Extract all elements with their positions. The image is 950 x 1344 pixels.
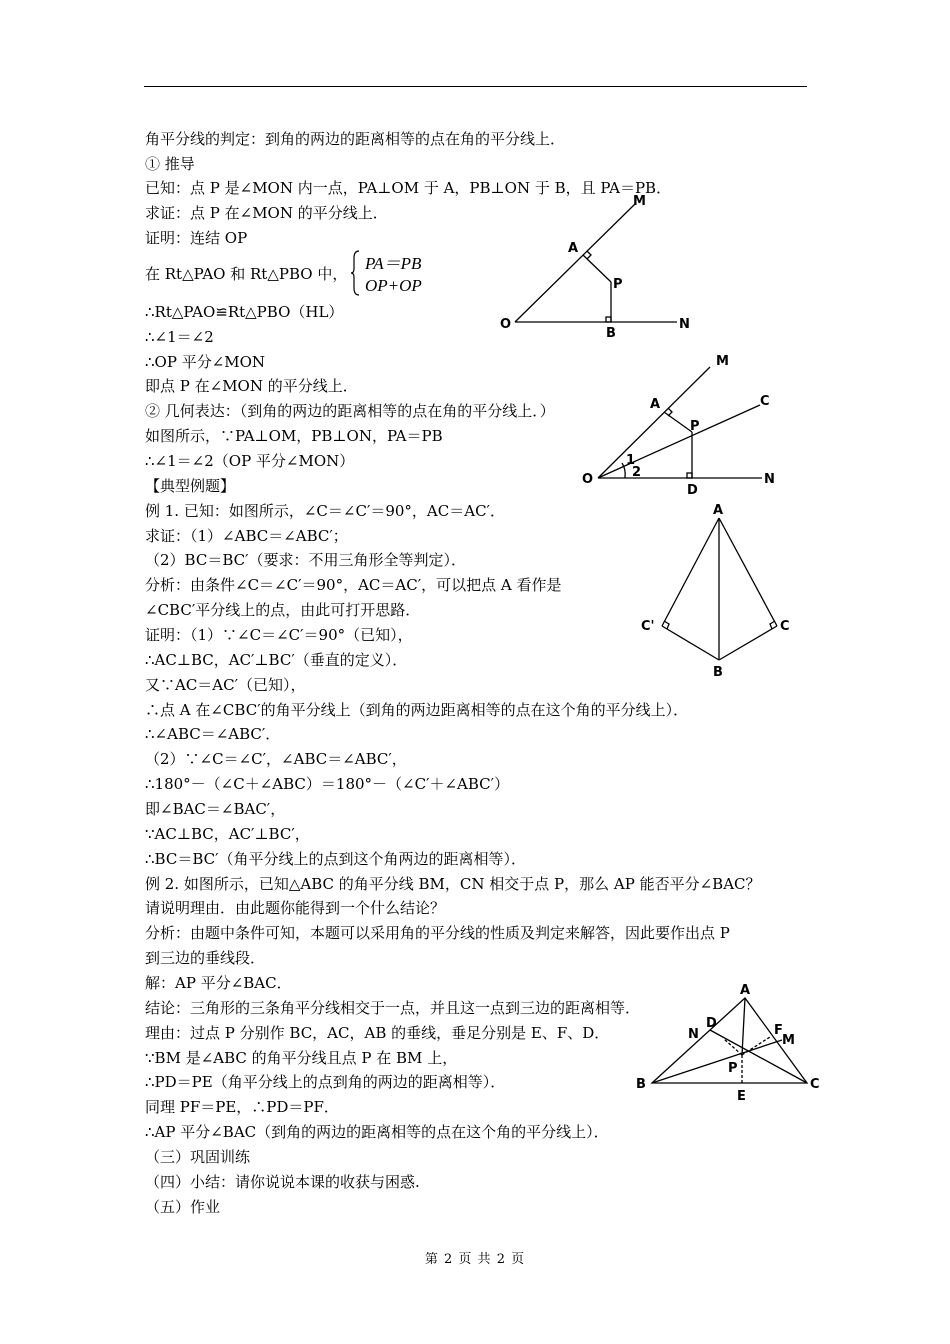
text-line: （五）作业 (145, 1198, 221, 1216)
text-line: 即∠BAC＝∠BAC′， (145, 800, 286, 818)
text-line: ∴AP 平分∠BAC（到角的两边的距离相等的点在这个角的平分线上）． (145, 1123, 609, 1141)
brace-icon (350, 250, 360, 296)
label-angle-2: 2 (632, 465, 642, 480)
label-a: A (740, 983, 751, 998)
perpendicular-pd (724, 1039, 742, 1055)
label-n: N (688, 1027, 699, 1042)
segment-c-prime-b (662, 626, 719, 660)
right-angle-mark (687, 473, 692, 478)
text-line: ∵BM 是∠ABC 的角平分线且点 P 在 BM 上， (145, 1049, 458, 1067)
label-e: E (737, 1089, 746, 1104)
text-line: 求证：点 P 在∠MON 的平分线上． (145, 204, 388, 222)
text-line: ∴180°－（∠C＋∠ABC）＝180°－（∠C′＋∠ABC′） (145, 775, 510, 793)
label-o: O (500, 317, 512, 332)
label-m: M (633, 194, 646, 209)
right-angle-mark (606, 317, 611, 322)
text-line: 同理 PF＝PE，∴PD＝PF． (145, 1098, 339, 1116)
text-line: ∴∠ABC＝∠ABC′． (145, 725, 281, 743)
text-line: 请说明理由．由此题你能得到一个什么结论？ (145, 899, 446, 917)
text-line: 解：AP 平分∠BAC． (145, 974, 292, 992)
text-line: 例 1. 已知：如图所示，∠C＝∠C′＝90°，AC＝AC′． (145, 502, 505, 520)
text-line: 分析：由题中条件可知，本题可以采用角的平分线的性质及判定来解答，因此要作出点 P (145, 924, 730, 942)
text-line: 例 2. 如图所示，已知△ABC 的角平分线 BM，CN 相交于点 P，那么 AP 能否平分∠BAC？ (145, 875, 761, 893)
text-line: 在 Rt△PAO 和 Rt△PBO 中， (145, 265, 348, 283)
text-line: （2）BC＝BC′（要求：不用三角形全等判定）． (145, 551, 467, 569)
text-line: 求证：（1）∠ABC＝∠ABC′； (145, 527, 348, 545)
text-line: 角平分线的判定：到角的两边的距离相等的点在角的平分线上． (145, 130, 566, 148)
label-n: N (764, 472, 775, 487)
text-line: 【典型例题】 (145, 477, 236, 495)
label-c-prime: C' (641, 619, 655, 634)
label-b: B (636, 1077, 646, 1092)
figure-angle-bisector (580, 345, 780, 495)
text-line: ∴∠1＝∠2（OP 平分∠MON） (145, 452, 355, 470)
segment-cb (719, 626, 777, 660)
label-a: A (568, 241, 579, 256)
label-angle-1: 1 (626, 453, 636, 468)
text-line: 证明：（1）∵∠C＝∠C′＝90°（已知）， (145, 626, 413, 644)
label-b: B (606, 326, 616, 340)
label-a: A (650, 397, 661, 412)
label-o: O (582, 472, 594, 487)
ray-oc (598, 405, 760, 478)
segment-ap (742, 998, 745, 1055)
text-line: 又∵AC＝AC′（已知）， (145, 676, 306, 694)
label-m: M (716, 354, 729, 369)
text-line: ∠CBC′平分线上的点，由此可打开思路． (145, 601, 421, 619)
text-line: 到三边的垂线段． (145, 949, 266, 967)
text-line: ∴AC⊥BC，AC′⊥BC′（垂直的定义）． (145, 651, 408, 669)
label-n: N (679, 317, 690, 332)
equation-line: OP+OP (365, 276, 422, 295)
label-p: P (728, 1061, 738, 1076)
text-line: ∴OP 平分∠MON (145, 353, 266, 371)
label-d: D (706, 1016, 717, 1031)
text-line: ∵AC⊥BC，AC′⊥BC′， (145, 825, 310, 843)
text-line: 证明：连结 OP (145, 229, 248, 247)
text-line: 已知：点 P 是∠MON 内一点，PA⊥OM 于 A，PB⊥ON 于 B，且 PA＝PB． (145, 179, 672, 197)
text-line: 分析：由条件∠C＝∠C′＝90°，AC＝AC′，可以把点 A 看作是 (145, 576, 562, 594)
text-line: ∴BC＝BC′（角平分线上的点到这个角两边的距离相等）． (145, 850, 527, 868)
label-c: C (760, 394, 770, 409)
label-p: P (613, 277, 623, 292)
text-line: 即点 P 在∠MON 的平分线上． (145, 377, 358, 395)
text-line: ∴∠1＝∠2 (145, 328, 214, 346)
figure-triangle-bisectors (630, 980, 830, 1105)
page-footer: 第 2 页 共 2 页 (424, 1252, 526, 1267)
segment-ac (719, 518, 777, 626)
label-m: M (782, 1033, 795, 1048)
text-line: ∴PD＝PE（角平分线上的点到角的两边的距离相等）． (145, 1073, 506, 1091)
text-line: ② 几何表达：（到角的两边的距离相等的点在角的平分线上．） (145, 402, 555, 420)
text-line: 如图所示，∵PA⊥OM，PB⊥ON，PA＝PB (145, 427, 443, 445)
label-b: B (713, 665, 723, 680)
right-angle-mark (668, 408, 672, 416)
right-angle-mark (587, 251, 591, 259)
label-c: C (780, 619, 790, 634)
text-line: 理由：过点 P 分别作 BC，AC，AB 的垂线，垂足分别是 E、F、D． (145, 1024, 610, 1042)
label-d: D (687, 483, 698, 495)
label-a: A (713, 503, 724, 518)
text-line: ① 推导 (145, 155, 195, 173)
figure-kite (635, 498, 805, 683)
label-f: F (774, 1023, 783, 1038)
segment-ac-prime (662, 518, 719, 626)
equation-line: PA＝PB (365, 254, 422, 273)
label-p: P (690, 419, 700, 434)
equation-system (365, 253, 422, 297)
text-line: 结论：三角形的三条角平分线相交于一点，并且这一点到三边的距离相等． (145, 999, 641, 1017)
label-c: C (810, 1077, 820, 1092)
text-line: （三）巩固训练 (145, 1148, 251, 1166)
bisector-bm (652, 1040, 782, 1083)
header-rule (144, 86, 807, 87)
text-line: （2）∵∠C＝∠C′，∠ABC＝∠ABC′， (145, 750, 407, 768)
text-line: ∴Rt△PAO≌Rt△PBO（HL） (145, 303, 344, 321)
ray-om (515, 204, 635, 322)
text-line: （四）小结：请你说说本课的收获与困惑. (145, 1173, 420, 1191)
figure-angle-mon (495, 190, 705, 340)
text-line: ∴点 A 在∠CBC′的角平分线上（到角的两边距离相等的点在这个角的平分线上）． (145, 701, 689, 719)
